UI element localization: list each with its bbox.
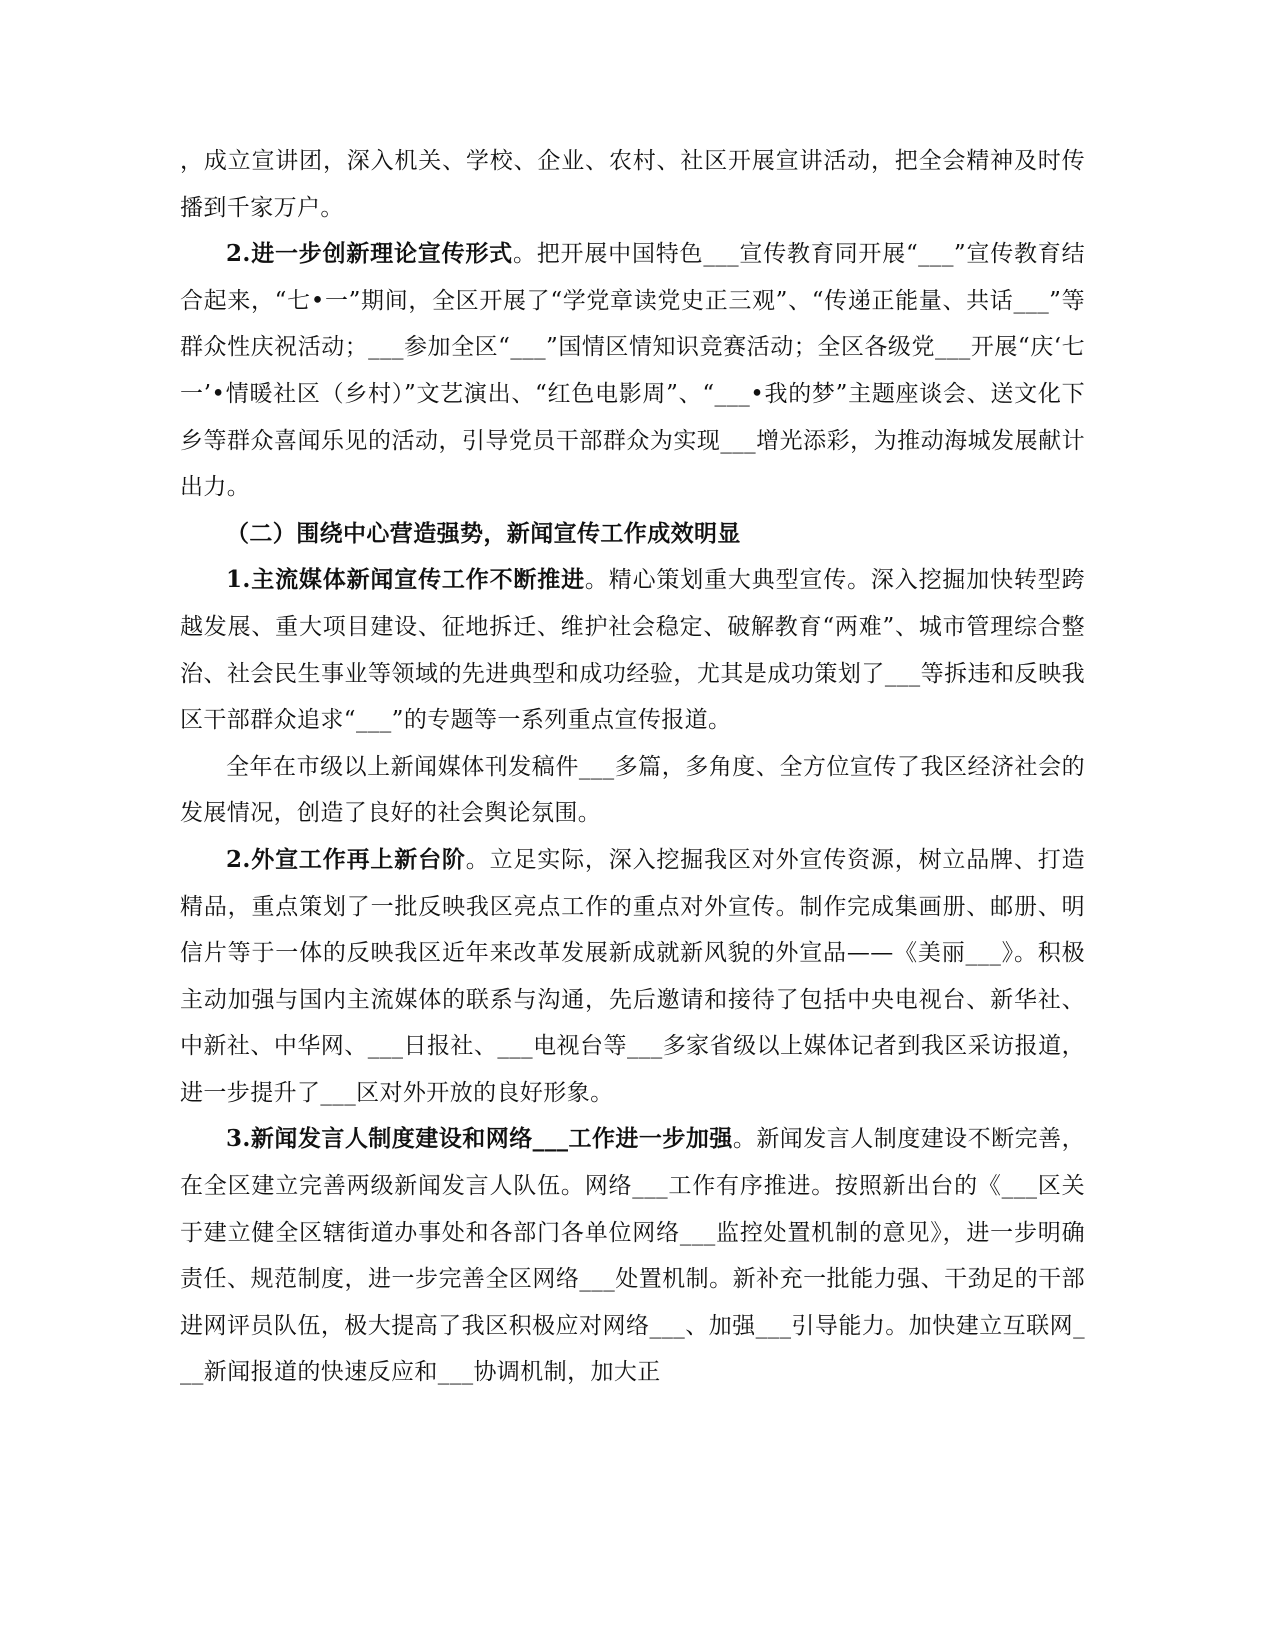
paragraph-body: 。精心策划重大典型宣传。深入挖掘加快转型跨越发展、重大项目建设、征地拆迁、维护社会稳定、破解教育“两难”、城市管理综合整治、社会民生事业等领域的先进典型和成功经验，尤其是成功策划了___等拆违和反映我区干部群众追求“___”的专题等一系列重点宣传报道。 — [180, 567, 1085, 734]
paragraph-body: 。新闻发言人制度建设不断完善，在全区建立完善两级新闻发言人队伍。网络___工作有序推进。按照新出台的《___区关于建立健全区辖街道办事处和各部门各单位网络___监控处置机制的意见》，进一步明确责任、规范制度，进一步完善全区网络___处置机制。新补充一批能力强、干劲足的干部进网评员队伍，极大提高了我区积极应对网络___、加强___引导能力。加快建立互联网___新闻报道的快速反应和___协调机制，加大正 — [180, 1126, 1085, 1386]
paragraph-continuation: ，成立宣讲团，深入机关、学校、企业、农村、社区开展宣讲活动，把全会精神及时传播到千家万户。 — [180, 148, 1085, 221]
paragraph-lead: 2.外宣工作再上新台阶 — [226, 845, 466, 873]
paragraph-lead: 3.新闻发言人制度建设和网络___工作进一步加强 — [226, 1125, 733, 1153]
paragraph-body: 。立足实际，深入挖掘我区对外宣传资源，树立品牌、打造精品，重点策划了一批反映我区亮点工作的重点对外宣传。制作完成集画册、邮册、明信片等于一体的反映我区近年来改革发展新成就新风貌的外宣品——《美丽___》。积极主动加强与国内主流媒体的联系与沟通，先后邀请和接待了包括中央电视台、新华社、中新社、中华网、___日报社、___电视台等___多家省级以上媒体记者到我区采访报道，进一步提升了___区对外开放的良好形象。 — [180, 846, 1085, 1106]
paragraph-theory-publicity — [180, 231, 1085, 511]
paragraph-articles-published: 全年在市级以上新闻媒体刊发稿件___多篇，多角度、全方位宣传了我区经济社会的发展情况，创造了良好的社会舆论氛围。 — [180, 753, 1085, 827]
section-heading: （二）围绕中心营造强势，新闻宣传工作成效明显 — [226, 519, 741, 547]
paragraph-lead: 1.主流媒体新闻宣传工作不断推进 — [226, 566, 585, 594]
paragraph-body: 。把开展中国特色___宣传教育同开展“___”宣传教育结合起来，“七•一”期间，全区开展了“学党章读党史正三观”、“传递正能量、共话___”等群众性庆祝活动；___参加全区“___”国情区情知识竞赛活动；全区各级党___开展“庆‘七一’•情暖社区（乡村）”文艺演出、“红色电影周”、“___•我的梦”主题座谈会、送文化下乡等群众喜闻乐见的活动，引导党员干部群众为实现___增光添彩，为推动海城发展献计出力。 — [180, 241, 1085, 501]
paragraph-external-publicity — [180, 837, 1085, 1117]
document-page — [180, 138, 1085, 1396]
paragraph-lead: 2.进一步创新理论宣传形式 — [226, 240, 513, 268]
paragraph-spokesperson-system — [180, 1116, 1085, 1396]
paragraph-mainstream-media — [180, 557, 1085, 743]
